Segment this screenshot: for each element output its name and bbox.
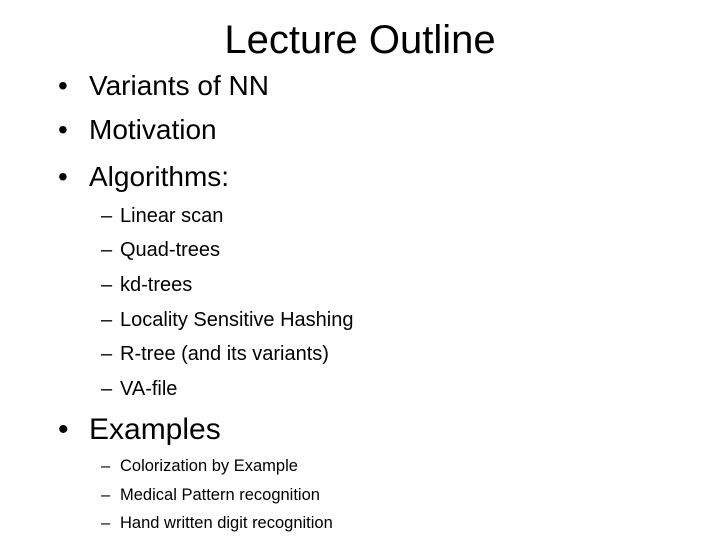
sub-item-text: Quad-trees	[120, 239, 221, 261]
dash-icon: –	[101, 205, 113, 227]
bullet-dot-icon: •	[58, 413, 69, 446]
dash-icon: –	[101, 514, 111, 532]
bullet-dot-icon: •	[58, 161, 68, 192]
dash-icon: –	[101, 309, 113, 331]
bullet-text: Algorithms:	[89, 161, 230, 192]
sub-item-text: R-tree (and its variants)	[120, 343, 329, 365]
bullet-text: Motivation	[89, 114, 217, 145]
dash-icon: –	[101, 378, 113, 400]
bullet-dot-icon: •	[58, 114, 68, 145]
sub-item-text: Linear scan	[120, 205, 224, 227]
sub-item-text: Locality Sensitive Hashing	[120, 309, 354, 331]
dash-icon: –	[101, 274, 113, 296]
sub-item-text: VA-file	[120, 378, 178, 400]
example-item-text: Medical Pattern recognition	[120, 486, 320, 504]
dash-icon: –	[101, 343, 113, 365]
bullet-text: Variants of NN	[89, 70, 269, 101]
bullet-text: Examples	[89, 413, 221, 446]
example-item-text: Colorization by Example	[120, 457, 298, 475]
dash-icon: –	[101, 457, 111, 475]
sub-item-text: kd-trees	[120, 274, 193, 296]
dash-icon: –	[101, 486, 111, 504]
dash-icon: –	[101, 239, 113, 261]
slide-title: Lecture Outline	[224, 18, 496, 62]
example-item-text: Hand written digit recognition	[120, 514, 333, 532]
bullet-dot-icon: •	[58, 70, 68, 101]
